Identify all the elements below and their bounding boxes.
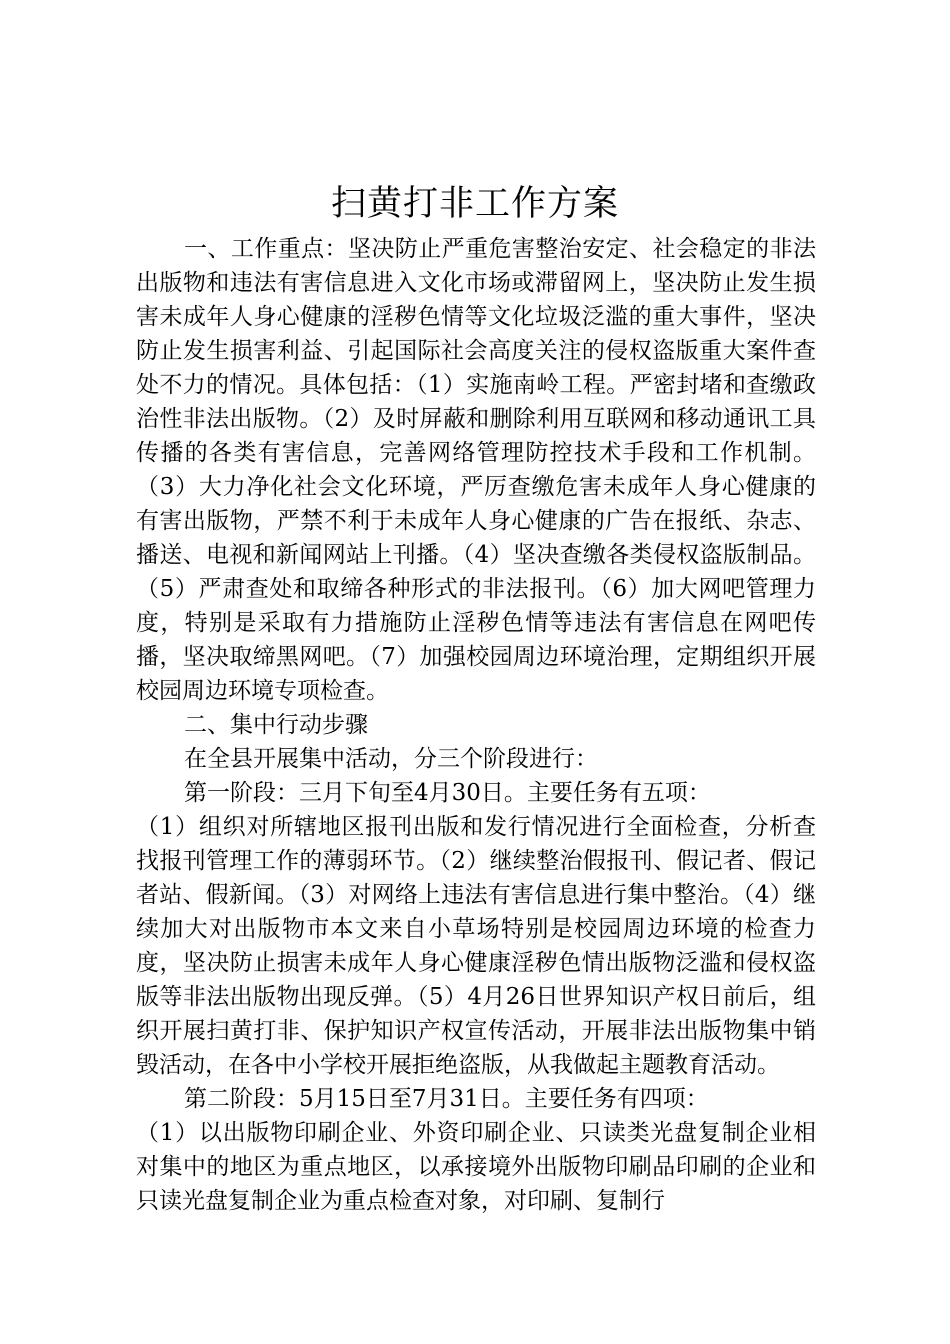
paragraph-stage-one-heading: 第一阶段：三月下旬至4月30日。主要任务有五项： <box>184 780 711 806</box>
document-body <box>136 232 816 1218</box>
paragraph-section-steps: 二、集中行动步骤 <box>184 712 368 738</box>
paragraph-stage-one-tasks: （1）组织对所辖地区报刊出版和发行情况进行全面检查，分析查找报刊管理工作的薄弱环节。（2）继续整治假报刊、假记者、假记者站、假新闻。（3）对网络上违法有害信息进行集中整治。（4）继续加大对出版物市本文来自小草场特别是校园周边环境的检查力度，坚决防止损害未成年人身心健康淫秽色情出版物泛滥和侵权盗版等非法出版物出现反弹。（5）4月26日世界知识产权日前后，组织开展扫黄打非、保护知识产权宣传活动，开展非法出版物集中销毁活动，在各中小学校开展拒绝盗版，从我做起主题教育活动。 <box>136 814 816 1078</box>
document-title: 扫黄打非工作方案 <box>330 184 619 224</box>
paragraph-stage-two-tasks: （1）以出版物印刷企业、外资印刷企业、只读类光盘复制企业相对集中的地区为重点地区，以承接境外出版物印刷品印刷的企业和只读光盘复制企业为重点检查对象，对印刷、复制行 <box>136 1120 816 1214</box>
paragraph-three-stages: 在全县开展集中活动，分三个阶段进行： <box>184 746 598 772</box>
paragraph-stage-two-heading: 第二阶段：5月15日至7月31日。主要任务有四项： <box>184 1086 709 1112</box>
paragraph-work-focus: 一、工作重点：坚决防止严重危害整治安定、社会稳定的非法出版物和违法有害信息进入文化市场或滞留网上，坚决防止发生损害未成年人身心健康的淫秽色情等文化垃圾泛滥的重大事件，坚决防止发生损害利益、引起国际社会高度关注的侵权盗版重大案件查处不力的情况。具体包括：（1）实施南岭工程。严密封堵和查缴政治性非法出版物。（2）及时屏蔽和删除利用互联网和移动通讯工具传播的各类有害信息，完善网络管理防控技术手段和工作机制。（3）大力净化社会文化环境，严厉查缴危害未成年人身心健康的有害出版物，严禁不利于未成年人身心健康的广告在报纸、杂志、播送、电视和新闻网站上刊播。（4）坚决查缴各类侵权盗版制品。（5）严肃查处和取缔各种形式的非法报刊。（6）加大网吧管理力度，特别是采取有力措施防止淫秽色情等违法有害信息在网吧传播，坚决取缔黑网吧。（7）加强校园周边环境治理，定期组织开展校园周边环境专项检查。 <box>136 236 816 704</box>
